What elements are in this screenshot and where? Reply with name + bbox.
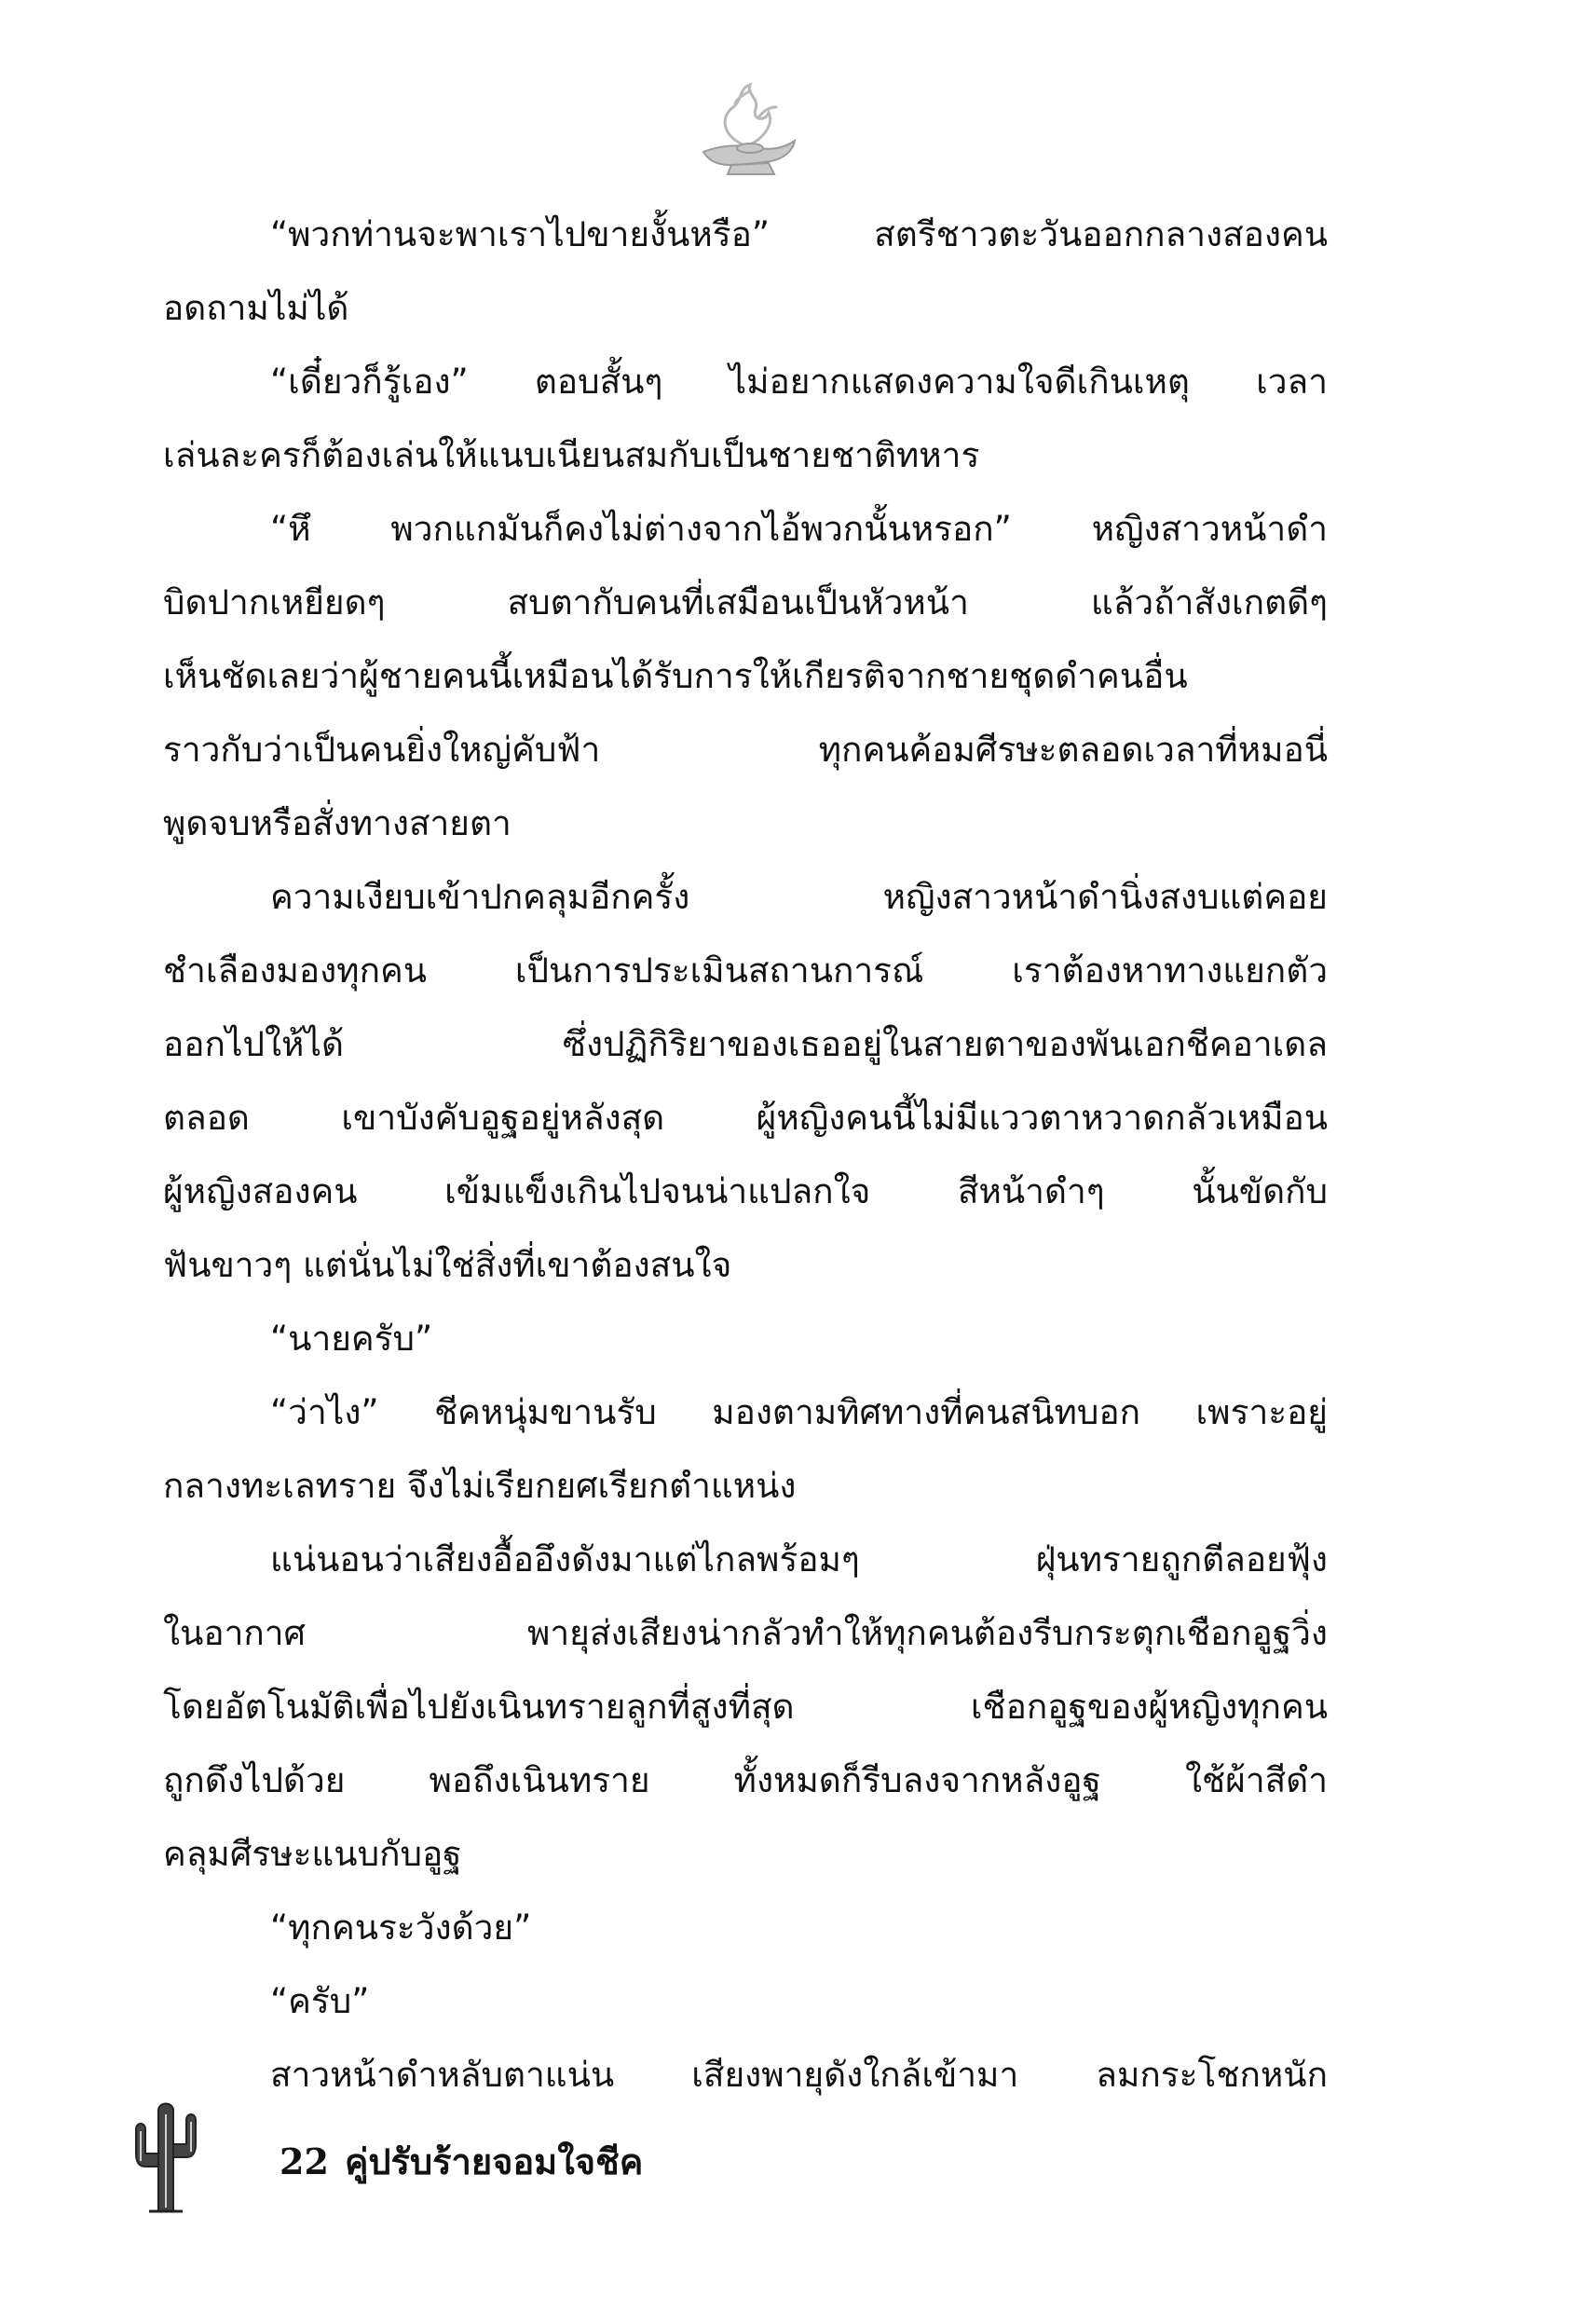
text-line: สาวหน้าดำหลับตาแน่น เสียงพายุดังใกล้เข้ามา ลมกระโชกหนัก	[270, 2055, 1328, 2095]
text-line: คลุมศีรษะแนบกับอูฐ	[163, 1834, 462, 1874]
text-line: ผู้หญิงสองคน เข้มแข็งเกินไปจนน่าแปลกใจ สีหน้าดำๆ นั้นขัดกับ	[163, 1171, 1328, 1211]
text-line: เล่นละครก็ต้องเล่นให้แนบเนียนสมกับเป็นชายชาติทหาร	[163, 435, 980, 475]
text-line: “ครับ”	[270, 1981, 370, 2021]
genie-lamp-icon	[685, 79, 815, 182]
text-line: ตลอด เขาบังคับอูฐอยู่หลังสุด ผู้หญิงคนนี้ไม่มีแววตาหวาดกลัวเหมือน	[163, 1098, 1328, 1138]
cactus-icon	[121, 2092, 210, 2213]
text-line: ออกไปให้ได้ ซึ่งปฏิกิริยาของเธออยู่ในสายตาของพันเอกชีคอาเดล	[163, 1024, 1328, 1064]
page-number: 22	[280, 2140, 329, 2182]
text-line: ถูกดึงไปด้วย พอถึงเนินทราย ทั้งหมดก็รีบลงจากหลังอูฐ ใช้ผ้าสีดำ	[163, 1760, 1328, 1800]
text-line: โดยอัตโนมัติเพื่อไปยังเนินทรายลูกที่สูงที่สุด เชือกอูฐของผู้หญิงทุกคน	[163, 1687, 1328, 1727]
text-line: “หึ พวกแกมันก็คงไม่ต่างจากไอ้พวกนั้นหรอก” หญิงสาวหน้าดำ	[270, 509, 1328, 549]
text-line: “เดี๋ยวก็รู้เอง” ตอบสั้นๆ ไม่อยากแสดงความใจดีเกินเหตุ เวลา	[270, 362, 1328, 402]
book-title: คู่ปรับร้ายจอมใจชีค	[345, 2140, 644, 2182]
text-line: ฟันขาวๆ แต่นั่นไม่ใช่สิ่งที่เขาต้องสนใจ	[163, 1245, 732, 1285]
text-line: ราวกับว่าเป็นคนยิ่งใหญ่คับฟ้า ทุกคนค้อมศีรษะตลอดเวลาที่หมอนี่	[163, 730, 1328, 770]
text-line: “ทุกคนระวังด้วย”	[270, 1908, 532, 1948]
text-line: กลางทะเลทราย จึงไม่เรียกยศเรียกตำแหน่ง	[163, 1466, 797, 1506]
text-line: แน่นอนว่าเสียงอื้ออึงดังมาแต่ไกลพร้อมๆ ฝุ่นทรายถูกตีลอยฟุ้ง	[270, 1539, 1328, 1579]
text-line: “นายครับ”	[270, 1319, 433, 1359]
page-footer	[121, 2092, 866, 2213]
text-line: “ว่าไง” ชีคหนุ่มขานรับ มองตามทิศทางที่คนสนิทบอก เพราะอยู่	[270, 1392, 1328, 1432]
text-line: ชำเลืองมองทุกคน เป็นการประเมินสถานการณ์ เราต้องหาทางแยกตัว	[163, 950, 1328, 991]
text-line: เห็นชัดเลยว่าผู้ชายคนนี้เหมือนได้รับการให้เกียรติจากชายชุดดำคนอื่น	[163, 656, 1188, 696]
text-line: “พวกท่านจะพาเราไปขายงั้นหรือ” สตรีชาวตะวันออกกลางสองคน	[270, 214, 1328, 254]
text-line: ความเงียบเข้าปกคลุมอีกครั้ง หญิงสาวหน้าดำนิ่งสงบแต่คอย	[270, 877, 1328, 917]
text-line: บิดปากเหยียดๆ สบตากับคนที่เสมือนเป็นหัวหน้า แล้วถ้าสังเกตดีๆ	[163, 582, 1328, 622]
body-text	[163, 198, 1328, 2112]
text-line: อดถามไม่ได้	[163, 288, 349, 328]
text-line: ในอากาศ พายุส่งเสียงน่ากลัวทำให้ทุกคนต้องรีบกระตุกเชือกอูฐวิ่ง	[163, 1613, 1328, 1653]
text-line: พูดจบหรือสั่งทางสายตา	[163, 803, 512, 843]
